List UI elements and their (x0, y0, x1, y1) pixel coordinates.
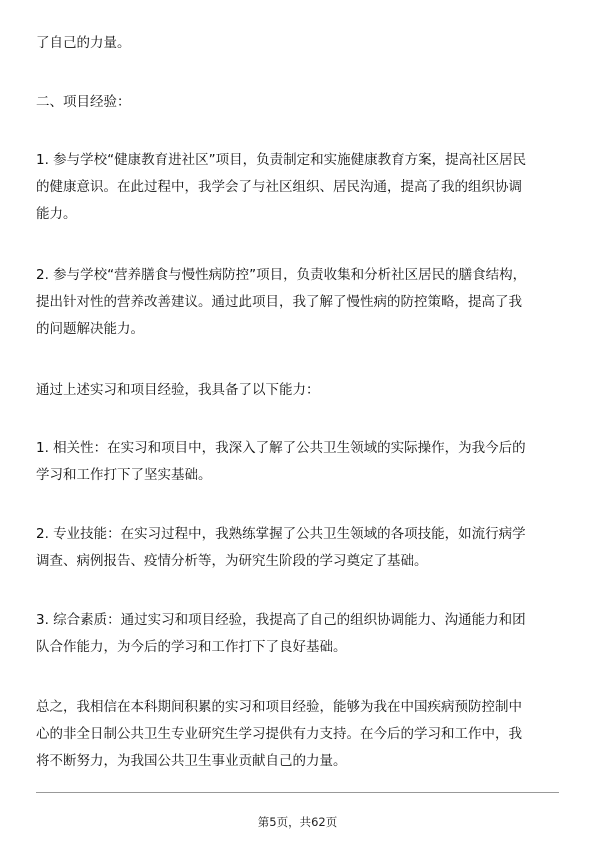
text-line: 二、项目经验： (36, 94, 131, 110)
text-line: 心的非全日制公共卫生专业研究生学习提供有力支持。在今后的学习和工作中，我 (36, 726, 522, 742)
text-line: 通过上述实习和项目经验，我具备了以下能力： (36, 382, 320, 398)
text-line: 2. 参与学校“营养膳食与慢性病防控”项目，负责收集和分析社区居民的膳食结构， (36, 267, 527, 283)
paragraph-ability-3 (36, 607, 561, 661)
footer-divider (36, 792, 559, 793)
paragraph-ability-1 (36, 435, 561, 489)
text-line: 提出针对性的营养改善建议。通过此项目，我了解了慢性病的防控策略，提高了我 (36, 294, 522, 310)
paragraph-project-2 (36, 262, 561, 343)
paragraph-abilities-intro (36, 377, 561, 404)
paragraph-conclusion (36, 694, 561, 775)
text-line: 队合作能力，为今后的学习和工作打下了良好基础。 (36, 639, 347, 655)
text-line: 学习和工作打下了坚实基础。 (36, 467, 212, 483)
text-line: 的问题解决能力。 (36, 321, 144, 337)
text-line: 的健康意识。在此过程中，我学会了与社区组织、居民沟通，提高了我的组织协调 (36, 179, 522, 195)
text-line: 2. 专业技能：在实习过程中，我熟练掌握了公共卫生领域的各项技能，如流行病学 (36, 526, 526, 542)
text-line: 了自己的力量。 (36, 35, 131, 51)
text-line: 能力。 (36, 206, 77, 222)
text-line: 总之，我相信在本科期间积累的实习和项目经验，能够为我在中国疾病预防控制中 (36, 699, 522, 715)
section-heading-project-experience (36, 89, 561, 116)
text-line: 3. 综合素质：通过实习和项目经验，我提高了自己的组织协调能力、沟通能力和团 (36, 612, 526, 628)
paragraph-project-1 (36, 147, 561, 228)
paragraph-continuation (36, 30, 561, 57)
text-line: 调查、病例报告、疫情分析等，为研究生阶段的学习奠定了基础。 (36, 553, 428, 569)
paragraph-ability-2 (36, 521, 561, 575)
text-line: 1. 参与学校“健康教育进社区”项目，负责制定和实施健康教育方案，提高社区居民 (36, 152, 527, 168)
text-line: 将不断努力，为我国公共卫生事业贡献自己的力量。 (36, 753, 347, 769)
page-number: 第5页，共62页 (257, 815, 338, 829)
text-line: 1. 相关性：在实习和项目中，我深入了解了公共卫生领域的实际操作，为我今后的 (36, 440, 526, 456)
